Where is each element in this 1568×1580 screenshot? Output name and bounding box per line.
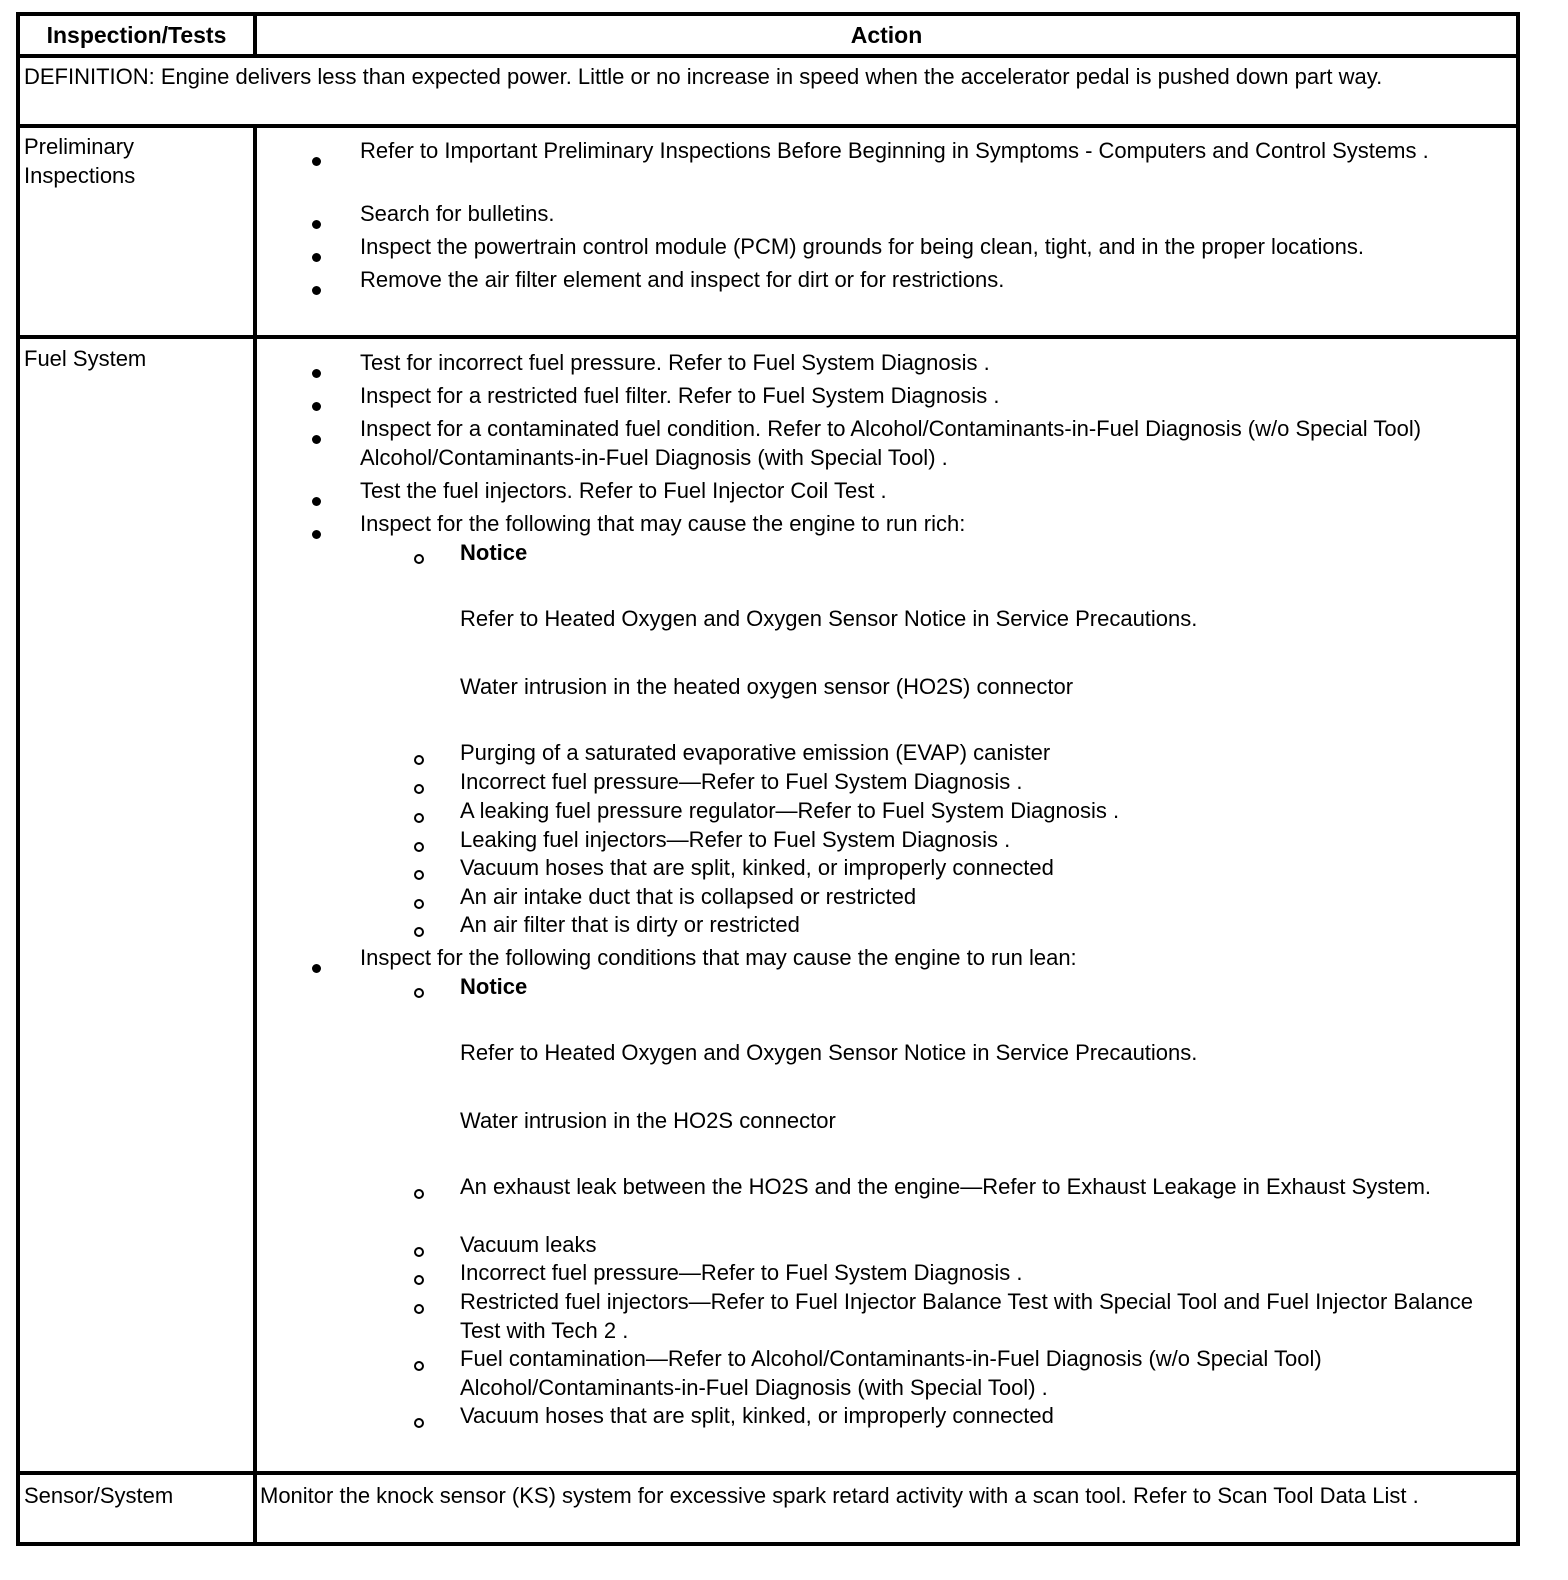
bullet-icon <box>310 953 322 979</box>
circle-bullet-icon <box>412 920 426 943</box>
notice-title: Notice <box>460 974 528 999</box>
circle-bullet-icon <box>412 1182 426 1205</box>
circle-bullet-icon <box>412 806 426 829</box>
header-action: Action <box>850 22 923 48</box>
list-item: Inspect for a contaminated fuel condition. Refer to Alcohol/Contaminants-in-Fuel Diagnosis (w/o Special Tool) Alcohol/Contaminants-in-Fuel Diagnosis (with Special Tool) . <box>360 416 1422 470</box>
bullet-icon <box>310 519 322 545</box>
sensor-system-text: Monitor the knock sensor (KS) system for excessive spark retard activity with a scan tool. Refer to Scan Tool Data List . <box>260 1483 1419 1508</box>
sub-list-item: An air intake duct that is collapsed or restricted <box>460 884 917 909</box>
circle-bullet-icon <box>412 863 426 886</box>
bullet-icon <box>310 486 322 512</box>
circle-bullet-icon <box>412 547 426 570</box>
list-item: Inspect the powertrain control module (PCM) grounds for being clean, tight, and in the proper locations. <box>360 234 1364 259</box>
notice-item: Water intrusion in the heated oxygen sensor (HO2S) connector <box>460 674 1074 699</box>
divider <box>253 1475 257 1546</box>
notice-text: Refer to Heated Oxygen and Oxygen Sensor Notice in Service Precautions. <box>460 606 1198 631</box>
notice-title: Notice <box>460 540 528 565</box>
bullet-icon <box>310 424 322 450</box>
sub-list-item: Purging of a saturated evaporative emission (EVAP) canister <box>460 740 1051 765</box>
sub-list-item: An air filter that is dirty or restricted <box>460 912 800 937</box>
sub-list-item: Incorrect fuel pressure—Refer to Fuel System Diagnosis . <box>460 769 1023 794</box>
sub-list-item: Leaking fuel injectors—Refer to Fuel System Diagnosis . <box>460 827 1011 852</box>
sub-list-item: Vacuum hoses that are split, kinked, or improperly connected <box>460 1403 1054 1428</box>
sub-list-item: Restricted fuel injectors—Refer to Fuel Injector Balance Test with Special Tool and Fuel Injector Balance Test with Tech 2 . <box>460 1289 1473 1343</box>
list-item: Test for incorrect fuel pressure. Refer to Fuel System Diagnosis . <box>360 350 990 375</box>
list-item: Remove the air filter element and inspect for dirt or for restrictions. <box>360 267 1005 292</box>
header-inspection-tests: Inspection/Tests <box>46 22 227 48</box>
circle-bullet-icon <box>412 1411 426 1434</box>
circle-bullet-icon <box>412 1297 426 1320</box>
sensor-system-label: Sensor/System <box>24 1483 174 1508</box>
bullet-icon <box>310 242 322 268</box>
sub-list-item: Incorrect fuel pressure—Refer to Fuel System Diagnosis . <box>460 1260 1023 1285</box>
notice-item: Water intrusion in the HO2S connector <box>460 1108 836 1133</box>
circle-bullet-icon <box>412 981 426 1004</box>
circle-bullet-icon <box>412 892 426 915</box>
list-item: Refer to Important Preliminary Inspections Before Beginning in Symptoms - Computers and Control Systems . <box>360 138 1429 163</box>
divider <box>253 16 257 54</box>
preliminary-label: Preliminary Inspections <box>24 134 136 188</box>
list-item: Inspect for the following that may cause the engine to run rich: <box>360 511 966 536</box>
divider <box>20 335 1516 339</box>
sub-list-item: A leaking fuel pressure regulator—Refer to Fuel System Diagnosis . <box>460 798 1120 823</box>
definition-text: DEFINITION: Engine delivers less than expected power. Little or no increase in speed when the accelerator pedal is pushed down part way. <box>24 64 1383 89</box>
bullet-icon <box>310 391 322 417</box>
sub-list-item: Vacuum leaks <box>460 1232 597 1257</box>
circle-bullet-icon <box>412 1268 426 1291</box>
bullet-icon <box>310 358 322 384</box>
circle-bullet-icon <box>412 835 426 858</box>
diagnostic-table <box>16 12 1520 1546</box>
circle-bullet-icon <box>412 748 426 771</box>
list-item: Inspect for a restricted fuel filter. Refer to Fuel System Diagnosis . <box>360 383 1000 408</box>
fuel-system-label: Fuel System <box>24 346 147 371</box>
list-item: Search for bulletins. <box>360 201 555 226</box>
bullet-icon <box>310 275 322 301</box>
sub-list-item: An exhaust leak between the HO2S and the engine—Refer to Exhaust Leakage in Exhaust System. <box>460 1174 1432 1199</box>
list-item: Inspect for the following conditions that may cause the engine to run lean: <box>360 945 1077 970</box>
circle-bullet-icon <box>412 1354 426 1377</box>
bullet-icon <box>310 146 322 172</box>
circle-bullet-icon <box>412 777 426 800</box>
sub-list-item: Fuel contamination—Refer to Alcohol/Contaminants-in-Fuel Diagnosis (w/o Special Tool) Alcohol/Contaminants-in-Fuel Diagnosis (with Special Tool) . <box>460 1346 1322 1400</box>
circle-bullet-icon <box>412 1240 426 1263</box>
divider <box>253 128 257 337</box>
divider <box>20 124 1516 128</box>
sub-list-item: Vacuum hoses that are split, kinked, or improperly connected <box>460 855 1054 880</box>
divider <box>253 339 257 1473</box>
list-item: Test the fuel injectors. Refer to Fuel Injector Coil Test . <box>360 478 887 503</box>
notice-text: Refer to Heated Oxygen and Oxygen Sensor Notice in Service Precautions. <box>460 1040 1198 1065</box>
divider <box>20 54 1516 58</box>
bullet-icon <box>310 209 322 235</box>
divider <box>20 1471 1516 1475</box>
